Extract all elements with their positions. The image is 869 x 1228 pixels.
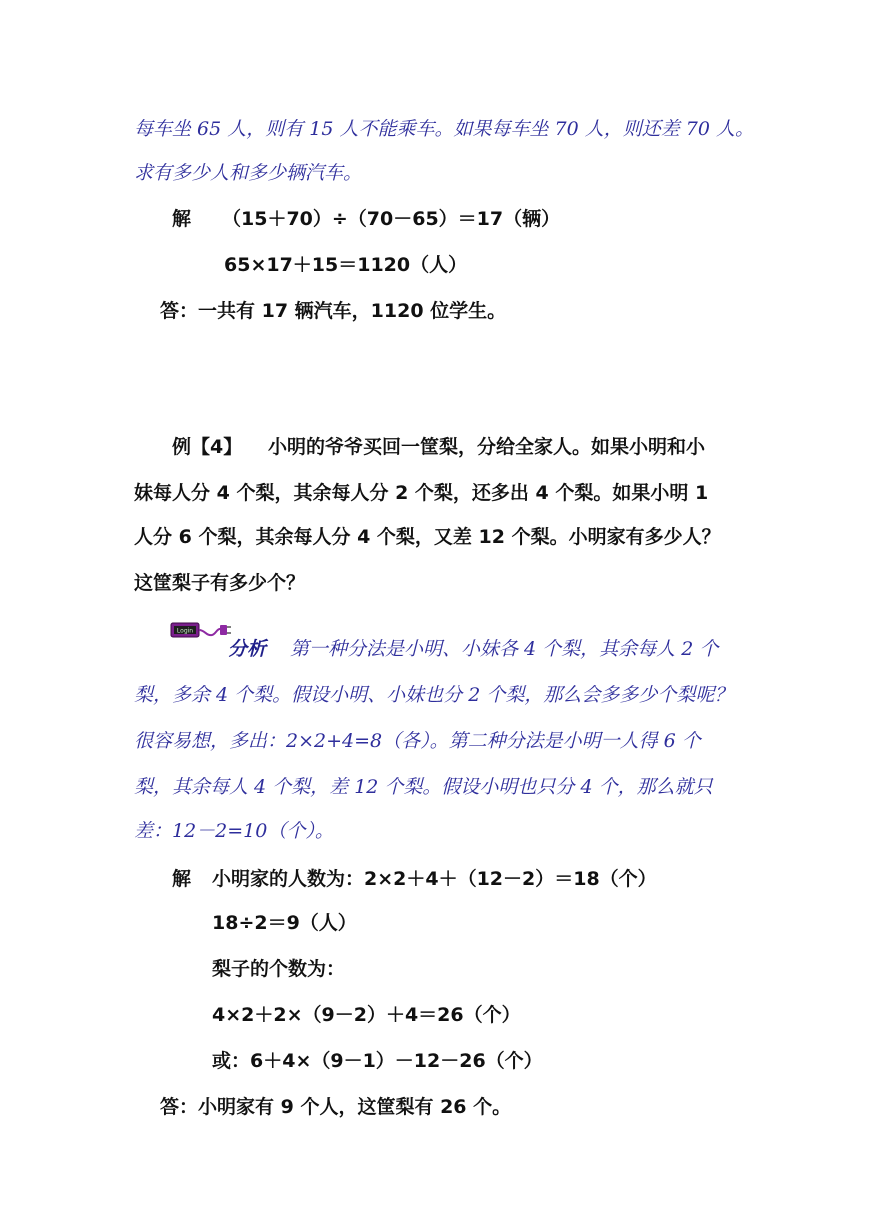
ex4-solution-line-4: 4×2＋2×（9－2）＋4＝26（个）: [212, 1004, 521, 1026]
plug-icon-label: Login: [176, 627, 194, 635]
ex4-problem-line-3: 人分 6 个梨，其余每人分 4 个梨，又差 12 个梨。小明家有多少人？: [134, 526, 721, 548]
analysis-line-4: 梨，其余每人 4 个梨，差 12 个梨。假设小明也只分 4 个，那么就只: [134, 776, 713, 798]
ex4-solution-line-5: 或：6＋4×（9－1）－12－26（个）: [212, 1050, 543, 1072]
ex4-problem-line-1: 小明的爷爷买回一筐梨，分给全家人。如果小明和小: [268, 436, 706, 458]
analysis-line-2: 梨，多余 4 个梨。假设小明、小妹也分 2 个梨，那么会多多少个梨呢？: [134, 684, 734, 706]
analysis-label: 分析: [228, 638, 267, 660]
ex3-answer: 答：一共有 17 辆汽车，1120 位学生。: [160, 300, 507, 322]
ex3-solution-line-2: 65×17＋15＝1120（人）: [224, 254, 468, 276]
ex4-solution-line-1: 小明家的人数为：2×2＋4＋（12－2）＝18（个）: [212, 868, 657, 890]
ex4-answer: 答：小明家有 9 个人，这筐梨有 26 个。: [160, 1096, 512, 1118]
ex3-problem-line-1: 每车坐 65 人，则有 15 人不能乘车。如果每车坐 70 人，则还差 70 人。: [134, 118, 755, 140]
ex4-problem-line-4: 这筐梨子有多少个？: [134, 572, 306, 594]
analysis-line-3: 很容易想，多出：2×2+4=8（各）。第二种分法是小明一人得 6 个: [134, 730, 701, 752]
ex4-solution-label: 解: [172, 868, 192, 890]
ex4-problem-line-2: 妹每人分 4 个梨，其余每人分 2 个梨，还多出 4 个梨。如果小明 1: [134, 482, 709, 504]
analysis-line-5: 差：12－2=10（个）。: [134, 820, 334, 842]
ex3-solution-label: 解: [172, 208, 192, 230]
ex4-solution-line-2: 18÷2＝9（人）: [212, 912, 357, 934]
ex3-solution-line-1: （15＋70）÷（70－65）＝17（辆）: [222, 208, 561, 230]
analysis-line-1: 第一种分法是小明、小妹各 4 个梨，其余每人 2 个: [290, 638, 719, 660]
ex4-solution-line-3: 梨子的个数为：: [212, 958, 346, 980]
ex4-title: 例【4】: [172, 436, 243, 458]
plug-icon: [170, 620, 232, 642]
ex3-problem-line-2: 求有多少人和多少辆汽车。: [134, 162, 363, 184]
